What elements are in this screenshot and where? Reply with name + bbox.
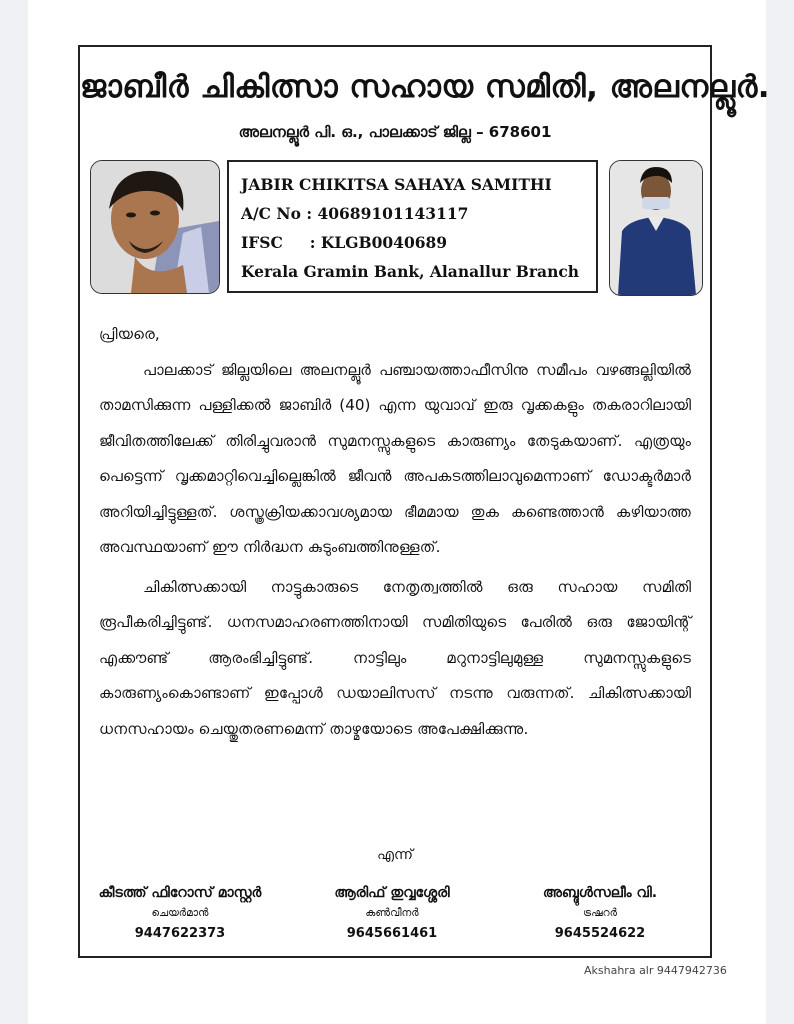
page-title: ജാബീർ ചികിത്സാ സഹായ സമിതി, അലനല്ലൂർ. bbox=[80, 69, 771, 105]
signatory-role: ട്രഷറർ bbox=[583, 907, 617, 919]
signatory-name: അബ്ദുൾസലീം വി. bbox=[542, 885, 658, 901]
signatory-role: ചെയർമാൻ bbox=[151, 907, 209, 919]
signatory-phone: 9645661461 bbox=[346, 926, 438, 941]
person-photo-icon bbox=[91, 161, 219, 293]
patient-photo bbox=[609, 160, 703, 296]
chairman-photo bbox=[90, 160, 220, 294]
bank-branch: Kerala Gramin Bank, Alanallur Branch bbox=[241, 262, 580, 281]
signatory-phone: 9645524622 bbox=[554, 926, 646, 941]
closing-word: എന്ന് bbox=[377, 847, 413, 863]
notice-frame bbox=[78, 45, 771, 958]
account-name: JABIR CHIKITSA SAHAYA SAMITHI bbox=[241, 175, 552, 194]
person-photo-icon bbox=[610, 161, 702, 295]
signatory-convener bbox=[292, 885, 492, 941]
signatory-treasurer bbox=[500, 885, 700, 941]
signatory-name: ആരിഫ് തുവ്വശ്ശേരി bbox=[334, 885, 450, 901]
signatory-name: കീടത്ത് ഫിറോസ് മാസ്റ്റർ bbox=[98, 885, 262, 901]
signatory-role: കൺവീനർ bbox=[365, 907, 419, 919]
address-line: അലനല്ലൂർ പി. ഒ., പാലക്കാട് ജില്ല – 678601 bbox=[238, 123, 552, 141]
paragraph-1: പാലക്കാട് ജില്ലയിലെ അലനല്ലൂർ പഞ്ചായത്താഫീസിനു സമീപം വഴങ്ങല്ലിയിൽ താമസിക്കുന്ന പള്ളിക്കൽ ജാബിർ (40) എന്ന യുവാവ് ഇരു വൃക്കകളും തകരാറിലായി ജീവിതത്തിലേക്ക് തിരിച്ചുവരാൻ സുമനസ്സുകളുടെ കാരുണ്യം തേടുകയാണ്. എത്രയും പെട്ടെന്ന് വൃക്കമാറ്റിവെച്ചില്ലെങ്കിൽ ജീവൻ അപകടത്തിലാവുമെന്നാണ് ഡോക്ടർമാർ അറിയിച്ചിട്ടുള്ളത്. ശസ്ത്രക്രിയക്കാവശ്യമായ ഭീമമായ തുക കണ്ടെത്താൻ കഴിയാത്ത അവസ്ഥയാണ് ഈ നിർദ്ധന കുടുംബത്തിനുള്ളത്. bbox=[99, 360, 691, 556]
print-credit: Akshahra alr 9447942736 bbox=[584, 964, 727, 977]
ifsc-code: IFSC : KLGB0040689 bbox=[241, 233, 448, 252]
signatory-phone: 9447622373 bbox=[134, 926, 226, 941]
page-sheet bbox=[28, 0, 771, 1024]
bank-details-box bbox=[227, 160, 598, 293]
signatory-chairman bbox=[80, 885, 280, 941]
letter-body bbox=[99, 317, 691, 747]
account-number: A/C No : 40689101143117 bbox=[241, 204, 469, 223]
salutation: പ്രിയരെ, bbox=[99, 325, 160, 343]
paragraph-2: ചികിത്സക്കായി നാട്ടുകാരുടെ നേതൃത്വത്തിൽ ഒരു സഹായ സമിതി രൂപീകരിച്ചിട്ടുണ്ട്. ധനസമാഹരണത്തിനായി സമിതിയുടെ പേരിൽ ഒരു ജോയിന്റ് എക്കൗണ്ട് ആരംഭിച്ചിട്ടുണ്ട്. നാട്ടിലും മറുനാട്ടിലുമുള്ള സുമനസ്സുകളുടെ കാരുണ്യംകൊണ്ടാണ് ഇപ്പോൾ ഡയാലിസസ് നടന്നു വരുന്നത്. ചികിത്സക്കായി ധനസഹായം ചെയ്തുതരണമെന്ന് താഴ്മയോടെ അപേക്ഷിക്കുന്നു. bbox=[99, 577, 691, 738]
